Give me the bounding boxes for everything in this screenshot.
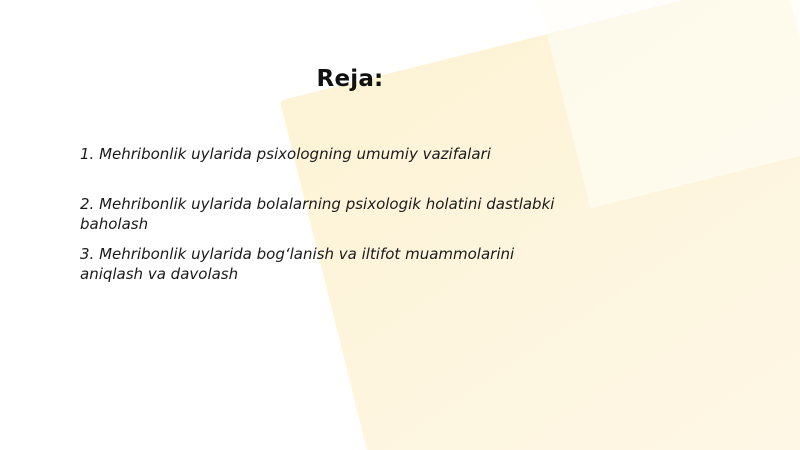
plan-item-2: 2. Mehribonlik uylarida bolalarning psixologik holatini dastlabki baholash — [80, 195, 555, 233]
plan-item-3: 3. Mehribonlik uylarida bog‘lanish va iltifot muammolarini aniqlash va davolash — [80, 245, 515, 283]
plan-item-1: 1. Mehribonlik uylarida psixologning umumiy vazifalari — [80, 145, 491, 163]
slide-title: Reja: — [316, 66, 384, 92]
